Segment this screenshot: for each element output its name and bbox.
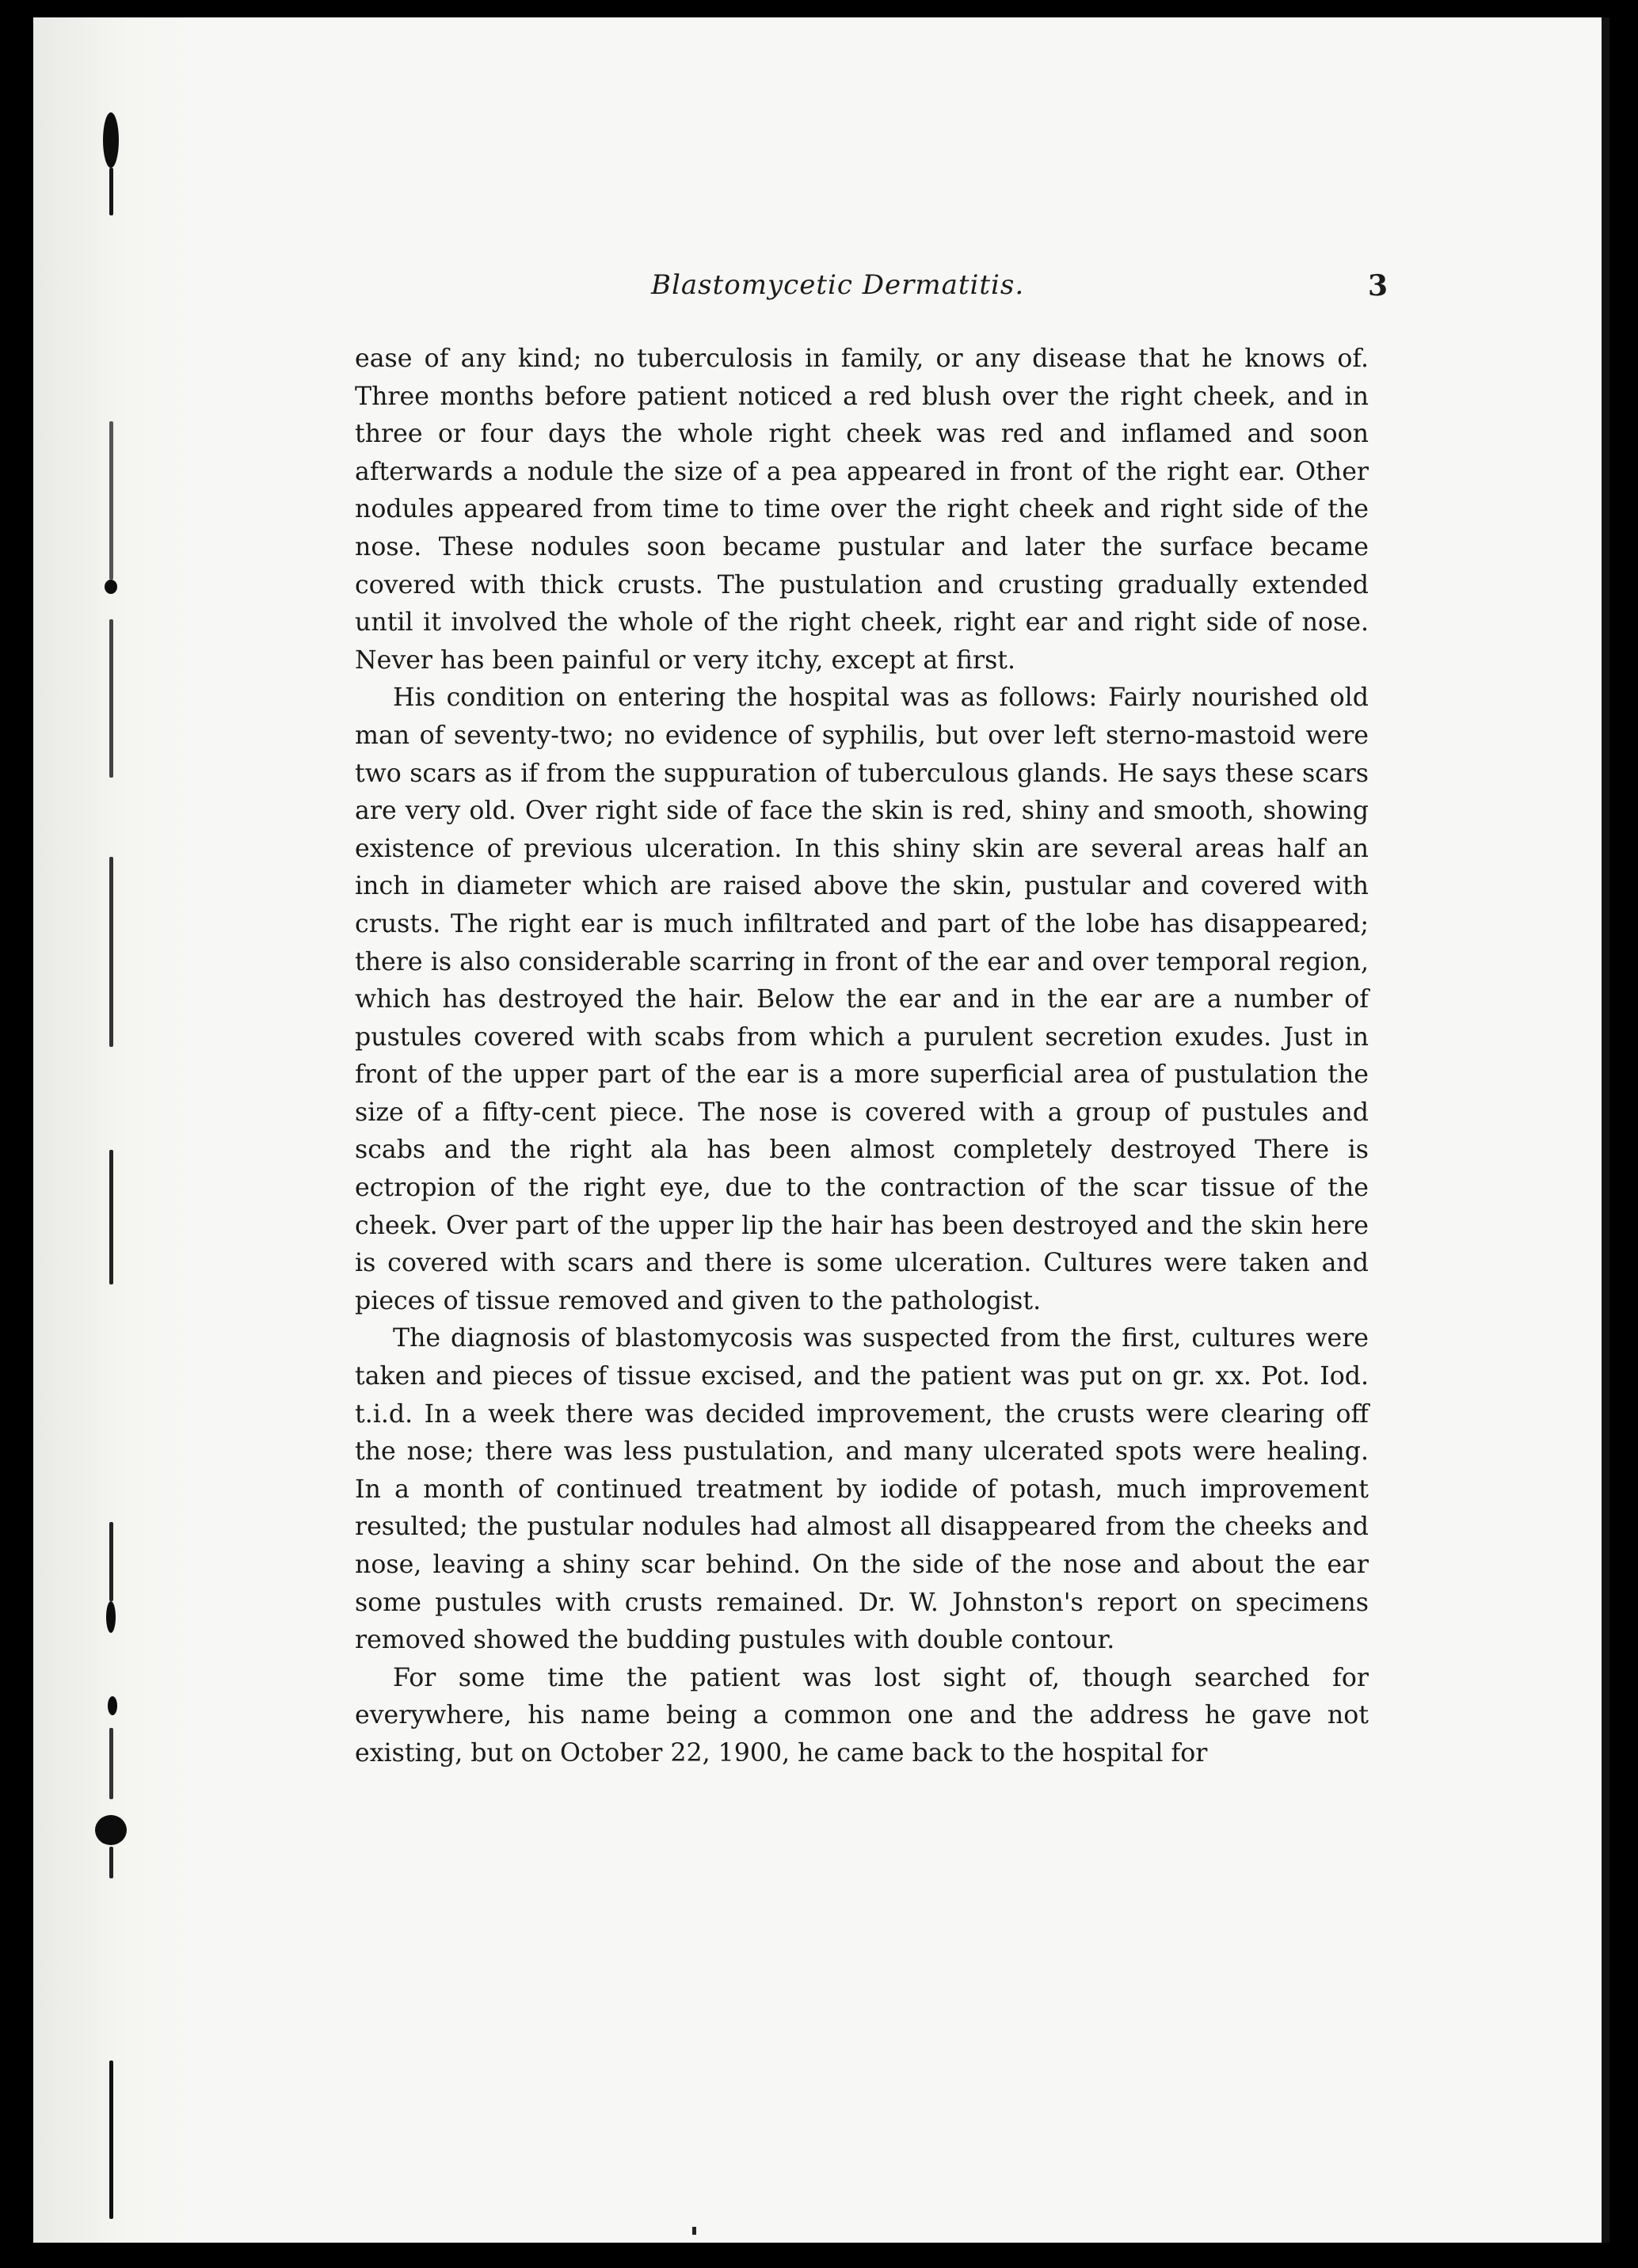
paragraph-4: For some time the patient was lost sight of, though searched for everywhere, his name being a common one and the address he gave not existing, but on October 22, 1900, he came back to the hospital for (355, 1663, 1369, 1768)
binding-fold-line (109, 112, 117, 2219)
page-number: 3 (1367, 269, 1388, 303)
paragraph-1: ease of any kind; no tuberculosis in family, or any disease that he knows of. Three months before patient noticed a red blush over the right cheek, and in three or four days the whole right cheek was red and inflamed and soon afterwards a nodule the size of a pea appeared in front of the right ear. Other nodules appeared from time to time over the right cheek and right side of the nose. These nodules soon became pustular and later the surface became covered with thick crusts. The pustulation and crusting gradually extended until it involved the whole of the right cheek, right ear and right side of nose. Never has been painful or very itchy, except at first. (355, 344, 1369, 675)
body-text (355, 341, 1369, 1773)
paragraph-3: The diagnosis of blastomycosis was suspected from the first, cultures were taken and pieces of tissue excised, and the patient was put on gr. xx. Pot. Iod. t.i.d. In a week there was decided improvement, the crusts were clearing off the nose; there was less pustulation, and many ulcerated spots were healing. In a month of continued treatment by iodide of potash, much improvement resulted; the pustular nodules had almost all disappeared from the cheeks and nose, leaving a shiny scar behind. On the side of the nose and about the ear some pustules with crusts remained. Dr. W. Johnston's report on specimens removed showed the budding pustules with double contour. (355, 1324, 1369, 1655)
page-right-edge (1602, 17, 1609, 2243)
running-head-title: Blastomycetic Dermatitis. (651, 269, 1025, 301)
scanned-page (33, 17, 1609, 2243)
running-head (651, 269, 1388, 309)
scan-speck (692, 2227, 696, 2235)
paragraph-2: His condition on entering the hospital was as follows: Fairly nourished old man of seventy-two; no evidence of syphilis, but over left sterno-mastoid were two scars as if from the suppuration of tuberculous glands. He says these scars are very old. Over right side of face the skin is red, shiny and smooth, showing existence of previous ulceration. In this shiny skin are several areas half an inch in diameter which are raised above the skin, pustular and covered with crusts. The right ear is much infiltrated and part of the lobe has disappeared; there is also considerable scarring in front of the ear and over temporal region, which has destroyed the hair. Below the ear and in the ear are a number of pustules covered with scabs from which a purulent secretion exudes. Just in front of the upper part of the ear is a more superficial area of pustulation the size of a fifty-cent piece. The nose is covered with a group of pustules and scabs and the right ala has been almost completely destroyed There is ectropion of the right eye, due to the contraction of the scar tissue of the cheek. Over part of the upper lip the hair has been destroyed and the skin here is covered with scars and there is some ulceration. Cultures were taken and pieces of tissue removed and given to the pathologist. (355, 683, 1369, 1315)
